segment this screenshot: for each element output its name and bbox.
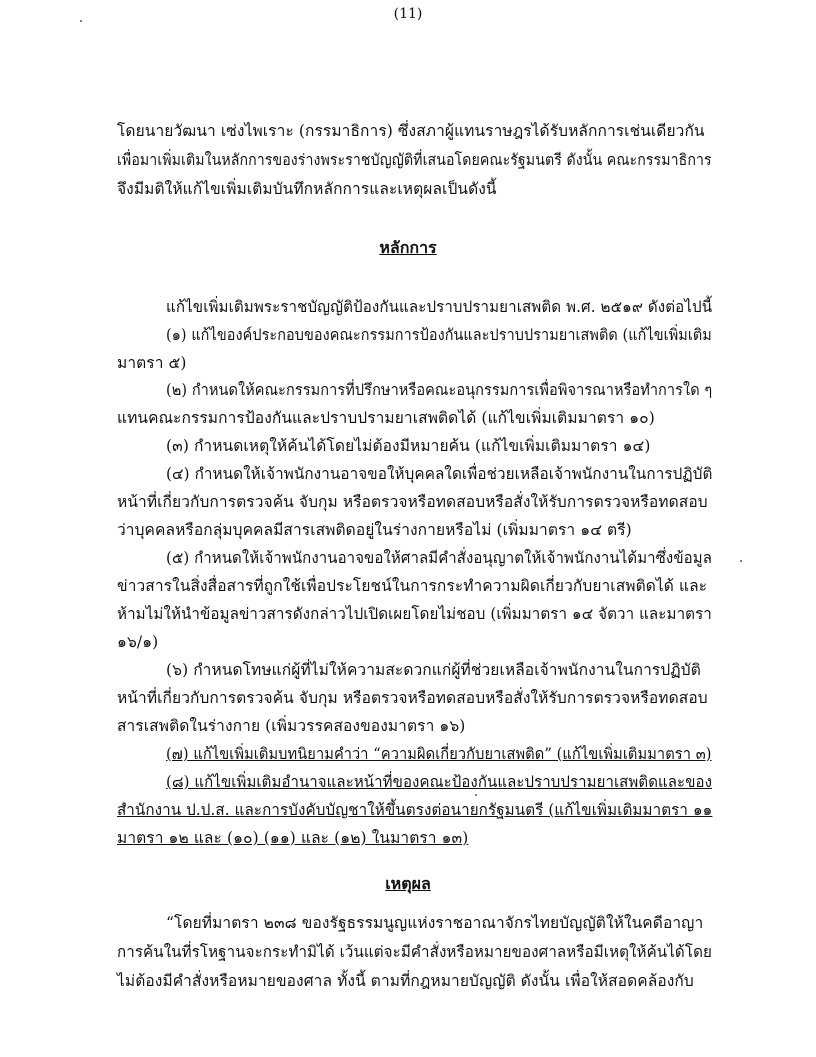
item-2-line-2: แทนคณะกรรมการป้องกันและปราบปรามยาเสพติดได้ (แก้ไขเพิ่มเติมมาตรา ๑๐) bbox=[117, 409, 655, 427]
reasons-line-2: การค้นในที่รโหฐานจะกระทำมิได้ เว้นแต่จะมีคำสั่งหรือหมายของศาลหรือมีเหตุให้ค้นได้โดย bbox=[117, 943, 712, 961]
item-1-line-1: (๑) แก้ไของค์ประกอบของคณะกรรมการป้องกันและปราบปรามยาเสพติด (แก้ไขเพิ่มเติม bbox=[166, 326, 712, 344]
item-6-line-2: หน้าที่เกี่ยวกับการตรวจค้น จับกุม หรือตรวจหรือทดสอบหรือสั่งให้รับการตรวจหรือทดสอบ bbox=[117, 689, 708, 707]
item-8-line-3: มาตรา ๑๒ และ (๑๐) (๑๑) และ (๑๒) ในมาตรา ๑๓) bbox=[117, 829, 469, 847]
scan-speck bbox=[80, 20, 82, 22]
item-4-line-2: หน้าที่เกี่ยวกับการตรวจค้น จับกุม หรือตรวจหรือทดสอบหรือสั่งให้รับการตรวจหรือทดสอบ bbox=[117, 493, 708, 511]
item-5-line-3: ห้ามไม่ให้นำข้อมูลข่าวสารดังกล่าวไปเปิดเผยโดยไม่ชอบ (เพิ่มมาตรา ๑๔ จัตวา และมาตรา bbox=[117, 605, 712, 623]
reasons-line-3: ไม่ต้องมีคำสั่งหรือหมายของศาล ทั้งนี้ ตามที่กฎหมายบัญญัติ ดังนั้น เพื่อให้สอดคล้องกับ bbox=[117, 972, 694, 990]
item-5-line-4: ๑๖/๑) bbox=[117, 633, 159, 651]
intro-line-2: เพื่อมาเพิ่มเติมในหลักการของร่างพระราชบัญญัติที่เสนอโดยคณะรัฐมนตรี ดังนั้น คณะกรรมาธิการ bbox=[117, 151, 712, 169]
scan-speck bbox=[475, 794, 477, 796]
item-3-line-1: (๓) กำหนดเหตุให้ค้นได้โดยไม่ต้องมีหมายค้น (แก้ไขเพิ่มเติมมาตรา ๑๔) bbox=[166, 437, 651, 455]
page-number: (11) bbox=[393, 6, 423, 22]
item-4-line-1: (๔) กำหนดให้เจ้าพนักงานอาจขอให้บุคคลใดเพื่อช่วยเหลือเจ้าพนักงานในการปฏิบัติ bbox=[166, 465, 713, 483]
item-8-line-1: (๘) แก้ไขเพิ่มเติมอำนาจและหน้าที่ของคณะป้องกันและปราบปรามยาเสพติดและของ bbox=[166, 773, 713, 791]
intro-line-3: จึงมีมติให้แก้ไขเพิ่มเติมบันทึกหลักการและเหตุผลเป็นดังนี้ bbox=[117, 180, 497, 198]
item-5-line-2: ข่าวสารในสิ่งสื่อสารที่ถูกใช้เพื่อประโยชน์ในการกระทำความผิดเกี่ยวกับยาเสพติดได้ และ bbox=[117, 577, 708, 595]
item-2-line-1: (๒) กำหนดให้คณะกรรมการที่ปรึกษาหรือคณะอนุกรรมการเพื่อพิจารณาหรือทำการใด ๆ bbox=[166, 381, 713, 399]
item-5-line-1: (๕) กำหนดให้เจ้าพนักงานอาจขอให้ศาลมีคำสั่งอนุญาตให้เจ้าพนักงานได้มาซึ่งข้อมูล bbox=[166, 549, 713, 567]
principles-lead: แก้ไขเพิ่มเติมพระราชบัญญัติป้องกันและปราบปรามยาเสพติด พ.ศ. ๒๕๑๙ ดังต่อไปนี้ bbox=[166, 298, 713, 316]
scan-speck bbox=[740, 560, 742, 562]
item-4-line-3: ว่าบุคคลหรือกลุ่มบุคคลมีสารเสพติดอยู่ในร่างกายหรือไม่ (เพิ่มมาตรา ๑๔ ตรี) bbox=[117, 521, 632, 539]
intro-line-1: โดยนายวัฒนา เซ่งไพเราะ (กรรมาธิการ) ซึ่งสภาผู้แทนราษฎรได้รับหลักการเช่นเดียวกัน bbox=[117, 122, 705, 140]
item-1-line-2: มาตรา ๕) bbox=[117, 354, 187, 372]
item-6-line-3: สารเสพติดในร่างกาย (เพิ่มวรรคสองของมาตรา ๑๖) bbox=[117, 717, 466, 735]
reasons-line-1: “โดยที่มาตรา ๒๓๘ ของรัฐธรรมนูญแห่งราชอาณาจักรไทยบัญญัติให้ในคดีอาญา bbox=[166, 914, 704, 932]
item-7-line-1: (๗) แก้ไขเพิ่มเติมบทนิยามคำว่า “ความผิดเกี่ยวกับยาเสพติด” (แก้ไขเพิ่มเติมมาตรา ๓) bbox=[166, 745, 712, 763]
item-6-line-1: (๖) กำหนดโทษแก่ผู้ที่ไม่ให้ความสะดวกแก่ผู้ที่ช่วยเหลือเจ้าพนักงานในการปฏิบัติ bbox=[166, 661, 701, 679]
reasons-heading: เหตุผล bbox=[385, 874, 431, 893]
item-8-line-2: สำนักงาน ป.ป.ส. และการบังคับบัญชาให้ขึ้นตรงต่อนายกรัฐมนตรี (แก้ไขเพิ่มเติมมาตรา ๑๑ bbox=[117, 801, 713, 819]
principles-heading: หลักการ bbox=[379, 238, 437, 257]
